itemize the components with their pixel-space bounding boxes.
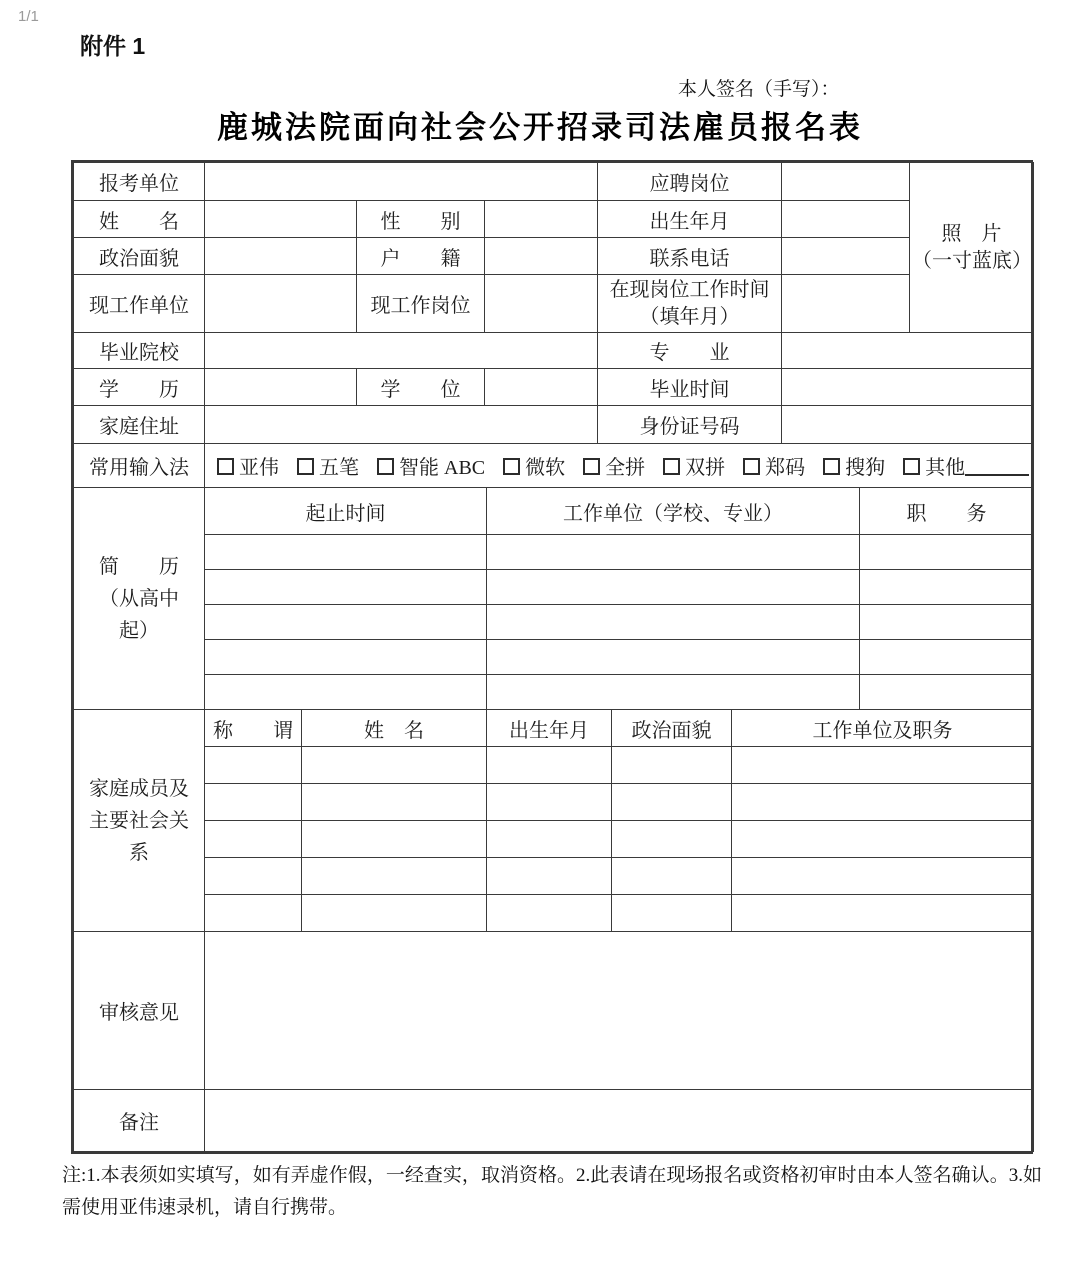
label-gender: 性 别 bbox=[357, 201, 485, 238]
resume-cell bbox=[205, 570, 487, 605]
resume-cell bbox=[205, 675, 487, 710]
input-method-option bbox=[743, 451, 805, 480]
family-cell bbox=[732, 895, 1034, 932]
resume-cell bbox=[487, 675, 860, 710]
family-cell bbox=[487, 784, 612, 821]
input-method-option bbox=[823, 451, 885, 480]
checkbox-icon bbox=[903, 458, 920, 475]
resume-cell bbox=[860, 570, 1034, 605]
resume-cell bbox=[860, 605, 1034, 640]
cell-household-registration bbox=[485, 238, 598, 275]
label-birth-date: 出生年月 bbox=[598, 201, 782, 238]
family-cell bbox=[487, 747, 612, 784]
attachment-heading: 附件 1 bbox=[80, 33, 146, 59]
input-method-option-label: 全拼 bbox=[605, 457, 646, 479]
label-graduate-school: 毕业院校 bbox=[74, 333, 205, 369]
checkbox-icon bbox=[217, 458, 234, 475]
input-method-option-label: 郑码 bbox=[765, 457, 806, 479]
cell-education bbox=[205, 369, 357, 406]
family-cell bbox=[732, 747, 1034, 784]
family-cell bbox=[612, 821, 732, 858]
family-cell bbox=[205, 858, 302, 895]
resume-header-title: 职 务 bbox=[860, 488, 1034, 535]
photo-area bbox=[910, 163, 1034, 333]
resume-cell bbox=[860, 640, 1034, 675]
review-section bbox=[73, 931, 1034, 1090]
label-remarks: 备注 bbox=[74, 1090, 205, 1152]
label-household-registration: 户 籍 bbox=[357, 238, 485, 275]
input-method-option-label: 五笔 bbox=[319, 457, 359, 479]
family-cell bbox=[302, 747, 487, 784]
label-home-address: 家庭住址 bbox=[74, 406, 205, 444]
family-header-relation: 称 谓 bbox=[205, 710, 302, 747]
cell-degree bbox=[485, 369, 598, 406]
cell-graduate-school bbox=[205, 333, 598, 369]
cell-current-employer bbox=[205, 275, 357, 333]
resume-cell bbox=[487, 605, 860, 640]
checkbox-icon bbox=[743, 458, 760, 475]
family-header-name: 姓 名 bbox=[302, 710, 487, 747]
checkbox-icon bbox=[823, 458, 840, 475]
resume-label-line1: 简 历 bbox=[99, 555, 179, 578]
family-cell bbox=[205, 821, 302, 858]
resume-label-line2: （从高中 bbox=[99, 587, 179, 610]
cell-position-applied bbox=[782, 163, 910, 201]
input-method-option-label: 双拼 bbox=[685, 457, 726, 479]
input-method-option bbox=[663, 451, 725, 480]
input-method-option bbox=[217, 451, 279, 480]
family-cell bbox=[732, 858, 1034, 895]
cell-contact-phone bbox=[782, 238, 910, 275]
cell-graduation-date bbox=[782, 369, 1034, 406]
blank-line bbox=[965, 459, 1029, 476]
resume-cell bbox=[487, 570, 860, 605]
label-contact-phone: 联系电话 bbox=[598, 238, 782, 275]
family-cell bbox=[205, 895, 302, 932]
input-method-option-label: 微软 bbox=[525, 457, 566, 479]
resume-cell bbox=[860, 675, 1034, 710]
resume-cell bbox=[487, 535, 860, 570]
label-major: 专 业 bbox=[598, 333, 782, 369]
family-label-line3: 系 bbox=[129, 841, 149, 864]
signature-label: 本人签名（手写）： bbox=[678, 79, 840, 100]
input-method-option bbox=[297, 451, 359, 480]
cell-birth-date bbox=[782, 201, 910, 238]
family-cell bbox=[205, 784, 302, 821]
label-political-status: 政治面貌 bbox=[74, 238, 205, 275]
label-degree: 学 位 bbox=[357, 369, 485, 406]
photo-spec-label: （一寸蓝底） bbox=[912, 249, 1033, 272]
family-cell bbox=[612, 747, 732, 784]
label-name: 姓 名 bbox=[74, 201, 205, 238]
family-section bbox=[73, 709, 1034, 932]
cell-id-number bbox=[782, 406, 1034, 444]
family-cell bbox=[612, 895, 732, 932]
cell-major bbox=[782, 333, 1034, 369]
cell-time-in-position bbox=[782, 275, 910, 333]
cell-gender bbox=[485, 201, 598, 238]
input-method-option-label: 其他 bbox=[925, 457, 966, 479]
resume-cell bbox=[487, 640, 860, 675]
resume-header-period: 起止时间 bbox=[205, 488, 487, 535]
input-method-option bbox=[583, 451, 645, 480]
label-review-opinion: 审核意见 bbox=[74, 932, 205, 1090]
cell-name bbox=[205, 201, 357, 238]
family-cell bbox=[487, 821, 612, 858]
input-method-option-label: 搜狗 bbox=[845, 457, 886, 479]
footnote: 注:1.本表须如实填写，如有弄虚作假，一经查实，取消资格。2.此表请在现场报名或资格初审时由本人签名确认。3.如需使用亚伟速录机，请自行携带。 bbox=[62, 1165, 1042, 1219]
label-current-employer: 现工作单位 bbox=[74, 275, 205, 333]
family-cell bbox=[302, 784, 487, 821]
resume-section bbox=[73, 487, 1034, 710]
checkbox-icon bbox=[663, 458, 680, 475]
label-position-applied: 应聘岗位 bbox=[598, 163, 782, 201]
label-current-position: 现工作岗位 bbox=[357, 275, 485, 333]
family-cell bbox=[205, 747, 302, 784]
input-method-option-label: 亚伟 bbox=[239, 457, 279, 479]
input-method-options bbox=[205, 444, 1034, 488]
family-header-birth: 出生年月 bbox=[487, 710, 612, 747]
resume-cell bbox=[860, 535, 1034, 570]
cell-home-address bbox=[205, 406, 598, 444]
family-cell bbox=[612, 858, 732, 895]
form-title: 鹿城法院面向社会公开招录司法雇员报名表 bbox=[217, 110, 863, 145]
cell-review-opinion bbox=[205, 932, 1034, 1090]
basic-info-section bbox=[73, 162, 1034, 488]
label-graduation-date: 毕业时间 bbox=[598, 369, 782, 406]
resume-cell bbox=[205, 640, 487, 675]
cell-political-status bbox=[205, 238, 357, 275]
page-number-indicator: 1/1 bbox=[18, 8, 39, 25]
family-label-line1: 家庭成员及 bbox=[89, 777, 189, 800]
resume-header-org: 工作单位（学校、专业） bbox=[487, 488, 860, 535]
checkbox-icon bbox=[377, 458, 394, 475]
family-cell bbox=[302, 895, 487, 932]
checkbox-icon bbox=[583, 458, 600, 475]
resume-label-line3: 起） bbox=[119, 619, 159, 642]
label-input-method: 常用输入法 bbox=[74, 444, 205, 488]
input-method-option-label: 智能 ABC bbox=[399, 457, 486, 479]
label-education: 学 历 bbox=[74, 369, 205, 406]
family-cell bbox=[487, 895, 612, 932]
cell-current-position bbox=[485, 275, 598, 333]
label-resume bbox=[74, 488, 205, 710]
input-method-option bbox=[377, 451, 485, 480]
label-family bbox=[74, 710, 205, 932]
family-cell bbox=[612, 784, 732, 821]
family-cell bbox=[487, 858, 612, 895]
label-time-in-position bbox=[598, 275, 782, 333]
family-cell bbox=[732, 784, 1034, 821]
time-in-position-line1: 在现岗位工作时间 bbox=[609, 278, 770, 301]
label-apply-unit: 报考单位 bbox=[74, 163, 205, 201]
resume-cell bbox=[205, 535, 487, 570]
family-cell bbox=[302, 821, 487, 858]
family-cell bbox=[732, 821, 1034, 858]
cell-apply-unit bbox=[205, 163, 598, 201]
family-label-line2: 主要社会关 bbox=[89, 809, 189, 832]
family-cell bbox=[302, 858, 487, 895]
resume-cell bbox=[205, 605, 487, 640]
family-header-workunit: 工作单位及职务 bbox=[732, 710, 1034, 747]
time-in-position-line2: （填年月） bbox=[639, 305, 740, 328]
application-form-table bbox=[71, 160, 1033, 1154]
label-id-number: 身份证号码 bbox=[598, 406, 782, 444]
input-method-option bbox=[503, 451, 565, 480]
checkbox-icon bbox=[503, 458, 520, 475]
remarks-section bbox=[73, 1089, 1034, 1152]
photo-label: 照 片 bbox=[941, 222, 1002, 245]
family-header-political: 政治面貌 bbox=[612, 710, 732, 747]
input-method-option-other bbox=[903, 451, 1029, 480]
checkbox-icon bbox=[297, 458, 314, 475]
cell-remarks bbox=[205, 1090, 1034, 1152]
